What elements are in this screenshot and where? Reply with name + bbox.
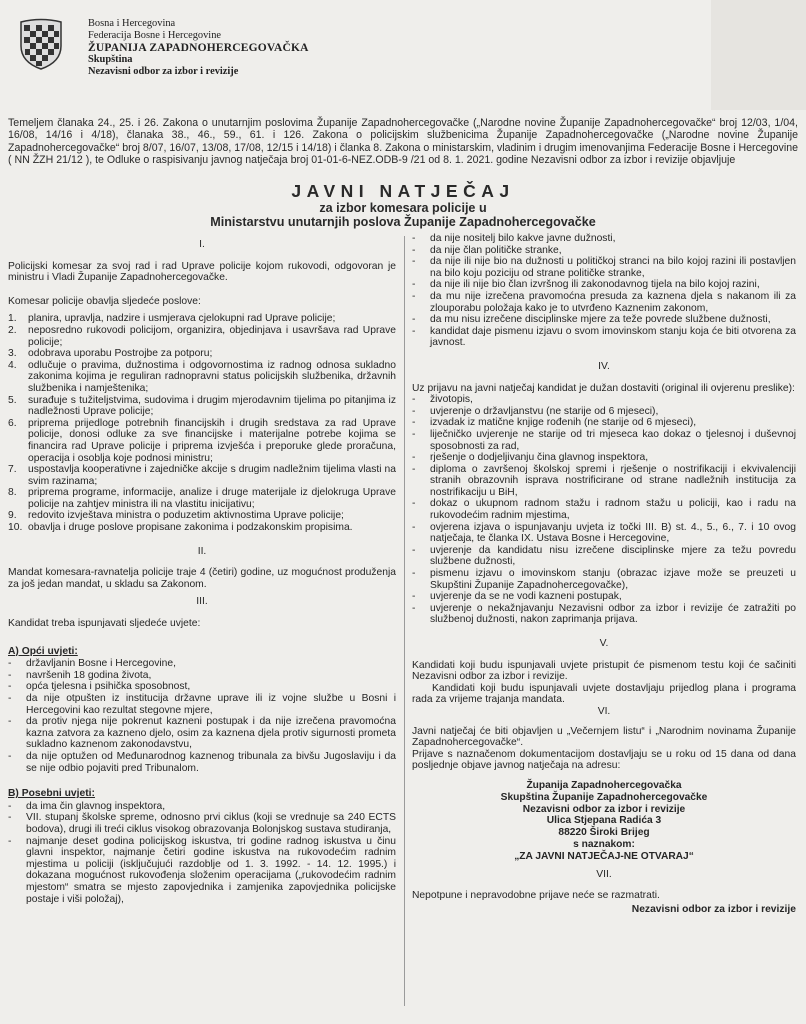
- address-line: Skupština Županije Zapadnohercegovačke: [500, 791, 708, 803]
- list-item: 1. planira, upravlja, nadzire i usmjerava cjelokupni rad Uprave policije;: [8, 313, 336, 325]
- list-item: - da mu nisu izrečene disciplinske mjere za teže povrede službene dužnosti,: [412, 314, 771, 326]
- paragraph: Komesar policije obavlja sljedeće poslove:: [8, 295, 201, 307]
- header-assembly: Skupština: [88, 54, 133, 65]
- list-item: - da nije otpušten iz institucija državne uprave ili iz vojne službe u Bosni i Hercegovini kao rezultat stegovne mjere,: [8, 693, 396, 716]
- title-sub2: Ministarstvu unutarnjih poslova Županije Zapadnohercegovačke: [210, 215, 596, 229]
- list-item: 10. obavlja i druge poslove propisane zakonima i podzakonskim propisima.: [8, 522, 353, 534]
- list-item: - da nije ili nije bio na dužnosti u političkoj stranci na bilo kojoj razini ili postavljen na bilo koju poziciju od strane političke stranke,: [412, 256, 796, 279]
- header-country: Bosna i Hercegovina: [88, 18, 176, 29]
- signature: Nezavisni odbor za izbor i revizije: [631, 903, 796, 915]
- section-heading: V.: [599, 638, 609, 649]
- list-item: - da ima čin glavnog inspektora,: [8, 800, 166, 812]
- document-header: [8, 10, 408, 90]
- list-item: 3. odobrava uporabu Postrojbe za potporu;: [8, 348, 213, 360]
- list-item: - uvjerenje o državljanstvu (ne starije od 6 mjeseci),: [412, 405, 659, 417]
- list-item: - da nije optužen od Međunarodnog kaznenog tribunala za bivšu Jugoslaviju i da se nije odbio pojaviti pred Tribunalom.: [8, 750, 396, 774]
- list-item: - liječničko uvjerenje ne starije od tri mjeseca kao dokaz o tjelesnoj i duševnoj sposobnosti za rad,: [412, 428, 796, 452]
- list-item: 4. odlučuje o pravima, dužnostima i odgovornostima iz radnog odnosa sukladno zakonima kojima je reguliran radnopravni status policijskih službenika, državnih službenika i namještenika;: [8, 359, 396, 394]
- paragraph: Nepotpune i nepravodobne prijave neće se razmatrati.: [412, 890, 660, 902]
- title-main: JAVNI NATJEČAJ: [291, 181, 515, 201]
- paragraph: Uz prijavu na javni natječaj kandidat je dužan dostaviti (original ili ovjerenu preslike):: [412, 382, 795, 394]
- list-item: 5. surađuje s tužiteljstvima, sudovima i drugim mjerodavnim tijelima po pitanjima iz nadležnosti Uprave policije;: [8, 394, 396, 418]
- list-item: 2. neposredno rukovodi policijom, organizira, objedinjava i usavršava rad Uprave policije;: [8, 324, 396, 348]
- address-line: Županija Zapadnohercegovačka: [526, 779, 682, 791]
- section-heading: I.: [199, 239, 205, 250]
- subheading: A) Opći uvjeti:: [8, 645, 78, 657]
- section-heading: III.: [196, 596, 208, 608]
- list-item: - diploma o završenoj školskoj spremi i rješenje o nostrifikaciji i ekvivalenciji stranih obrazovnih isprava nostrificirane od strane nadležnih institucija za nostrifikaciju u BiH,: [412, 463, 796, 498]
- title-sub1: za izbor komesara policije u: [319, 201, 487, 215]
- address-line: „ZA JAVNI NATJEČAJ-NE OTVARAJ“: [514, 850, 694, 862]
- general-conditions-list: [8, 658, 396, 774]
- list-item: - izvadak iz matične knjige rođenih (ne starije od 6 mjeseci),: [412, 417, 697, 429]
- paragraph: Kandidat treba ispunjavati sljedeće uvjete:: [8, 618, 201, 630]
- list-item: - životopis,: [412, 394, 473, 406]
- address-line: Ulica Stjepana Radića 3: [546, 815, 662, 827]
- list-item: 9. redovito izvještava ministra o poduzetim aktivnostima Uprave policije;: [8, 510, 344, 522]
- list-item: - državljanin Bosne i Hercegovine,: [8, 658, 176, 670]
- list-item: - uvjerenje da se ne vodi kazneni postupak,: [412, 591, 622, 603]
- paragraph: Javni natječaj će biti objavljen u „Večernjem listu“ i „Narodnim novinama Županije Zapadnohercegovačke“.: [412, 725, 796, 749]
- list-item: 8. priprema programe, informacije, analize i druge materijale iz djelokruga Uprave policije na zahtjev ministra ili na vlastitu inicijativu;: [8, 487, 396, 510]
- paragraph: Kandidati koji budu ispunjavali uvjete dostavljaju prijedlog plana i programa rada za vrijeme trajanja mandata.: [412, 682, 796, 706]
- subheading: B) Posebni uvjeti:: [8, 788, 95, 800]
- section-heading: VI.: [597, 705, 611, 717]
- header-canton: ŽUPANIJA ZAPADNOHERCEGOVAČKA: [88, 42, 309, 54]
- list-item: - pismenu izjavu o imovinskom stanju (obrazac izjave može se preuzeti u Skupštini Županije Zapadnohercegovačke),: [412, 568, 796, 591]
- coat-of-arms-icon: [18, 18, 64, 70]
- header-committee: Nezavisni odbor za izbor i revizije: [88, 66, 239, 77]
- address-line: Nezavisni odbor za izbor i revizije: [522, 803, 686, 815]
- section-heading: II.: [197, 545, 207, 557]
- list-item: - da protiv njega nije pokrenut kazneni postupak i da nije izrečena pravomoćna kazna zatvora za kazneno djelo, osim za kaznena djela protiv sigurnosti prometa sukladno kaznenom zakonodavstvu,: [8, 716, 396, 751]
- list-item: 7. uspostavlja kooperativne i zajedničke akcije s drugim nadležnim tijelima vlasti na svim razinama;: [8, 464, 396, 487]
- list-item: - ovjerena izjava o ispunjavanju uvjeta iz točki III. B) st. 4., 5., 6., 7. i 10 ovog natječaja, te članka IX. Ustava Bosne i Hercegovine,: [412, 521, 796, 545]
- list-item: - dokaz o ukupnom radnom stažu i radnom stažu u policiji, kao i radu na rukovodećim radnim mjestima,: [412, 498, 796, 522]
- section-heading: VII.: [596, 868, 612, 880]
- list-item: - uvjerenje da kandidatu nisu izrečene disciplinske mjere za težu povredu službene dužnosti,: [412, 544, 796, 568]
- column-divider: [404, 236, 405, 1006]
- right-column: [412, 233, 796, 915]
- submission-address: [412, 780, 796, 863]
- list-item: - da mu nije izrečena pravomoćna presuda za kaznena djela s nakanom ili za zlouporabu položaja kako je to utvrđeno Kaznenim zakonom,: [412, 290, 796, 314]
- list-item: - rješenje o dodjeljivanju čina glavnog inspektora,: [412, 452, 649, 464]
- header-text: [88, 18, 309, 78]
- address-line: 88220 Široki Brijeg: [558, 827, 650, 839]
- list-item: - opća tjelesna i psihička sposobnost,: [8, 681, 191, 693]
- list-item: - kandidat daje pismenu izjavu o svom imovinskom stanju koja će biti otvorena za javnost.: [412, 325, 796, 349]
- paragraph: Policijski komesar za svoj rad i rad Uprave policije kojom rukovodi, odgovoran je ministru i Vladi Županije Zapadnohercegovačke.: [8, 260, 396, 284]
- list-item: 6. priprema prijedloge potrebnih financijskih i drugih sredstava za rad Uprave policije, donosi odluke za sve financijske i materijalne potrebe kojima se financira rad Uprave policije i priprema izvješća i preporuke glede proračuna, operacija i osoblja koje podnosi ministru;: [8, 417, 396, 464]
- preamble: Temeljem članaka 24., 25. i 26. Zakona o unutarnjim poslovima Županije Zapadnohercegovačke („Narodne novine Županije Zapadnohercegovačke“ broj 12/03, 1/04, 16/08, 14/16 i 4/18), članaka 38., 46., 59., 61. i 126. Zakona o policijskim službenicima Županije Zapadnohercegovačke („Narodne novine Županije Zapadnohercegovačke“ broj 8/07, 16/07, 13/08, 17/08, 12/15 i 14/18) i članka 8. Zakona o ministarskim, vladinim i drugim imenovanjima Federacije Bosne i Hercegovine ( NN ŽZH 21/12 ), te Odluke o raspisivanju javnog natječaja broj 01-01-6-NEZ.ODB-9 /21 od 8. 1. 2021. godine Nezavisni odbor za izbor i revizije objavljuje: [8, 117, 798, 167]
- section-heading: IV.: [598, 360, 610, 372]
- list-item: - uvjerenje o nekažnjavanju Nezavisni odbor za izbor i revizije će zatražiti po službenoj dužnosti, nakon zaprimanja prijava.: [412, 602, 796, 626]
- left-column: [8, 233, 396, 905]
- list-item: - da nije ili nije bio član izvršnog ili zakonodavnog tijela na bilo kojoj razini,: [412, 279, 760, 291]
- header-federation: Federacija Bosne i Hercegovine: [88, 30, 222, 41]
- announcement-title: [0, 181, 806, 229]
- paragraph: Kandidati koji budu ispunjavali uvjete pristupit će pismenom testu koji će sačiniti Nezavisni odbor za izbor i revizije.: [412, 659, 796, 683]
- tasks-list: [8, 313, 396, 533]
- adjacent-column-bleed: [711, 0, 806, 110]
- paragraph: Prijave s naznačenom dokumentacijom dostavljaju se u roku od 15 dana od dana posljednje objave javnog natječaja na adresu:: [412, 748, 796, 772]
- address-line: s naznakom:: [573, 838, 635, 850]
- list-item: - navršenih 18 godina života,: [8, 669, 152, 681]
- documents-list: [412, 394, 796, 626]
- list-item: - najmanje deset godina policijskog iskustva, tri godine radnog iskustva u činu glavni inspektor, najmanje četiri godine iskustva na rukovodećim radnim mjestima u policiji (isključujući razdoblje od 1. 3. 1992. - 14. 12. 1995.) i dokazana mogućnost rukovođenja složenim operacijama („rukovodećim radnim mjestom“ smatra se mjesto zapovjednika i zamjenika zapovjednika policijske postaje i viši položaj),: [8, 835, 396, 905]
- special-conditions-list: [8, 801, 396, 905]
- list-item: - VII. stupanj školske spreme, odnosno prvi ciklus (koji se vrednuje sa 240 ECTS bodova), drugi ili treći ciklus visokog obrazovanja Bolonjskog sustava studiranja,: [8, 812, 396, 835]
- list-item: - da nije nositelj bilo kakve javne dužnosti,: [412, 233, 616, 244]
- list-item: - da nije član političke stranke,: [412, 244, 562, 256]
- special-conditions-continued: [412, 233, 796, 349]
- paragraph: Mandat komesara-ravnatelja policije traje 4 (četiri) godine, uz mogućnost produženja za još jedan mandat, u skladu sa Zakonom.: [8, 567, 396, 590]
